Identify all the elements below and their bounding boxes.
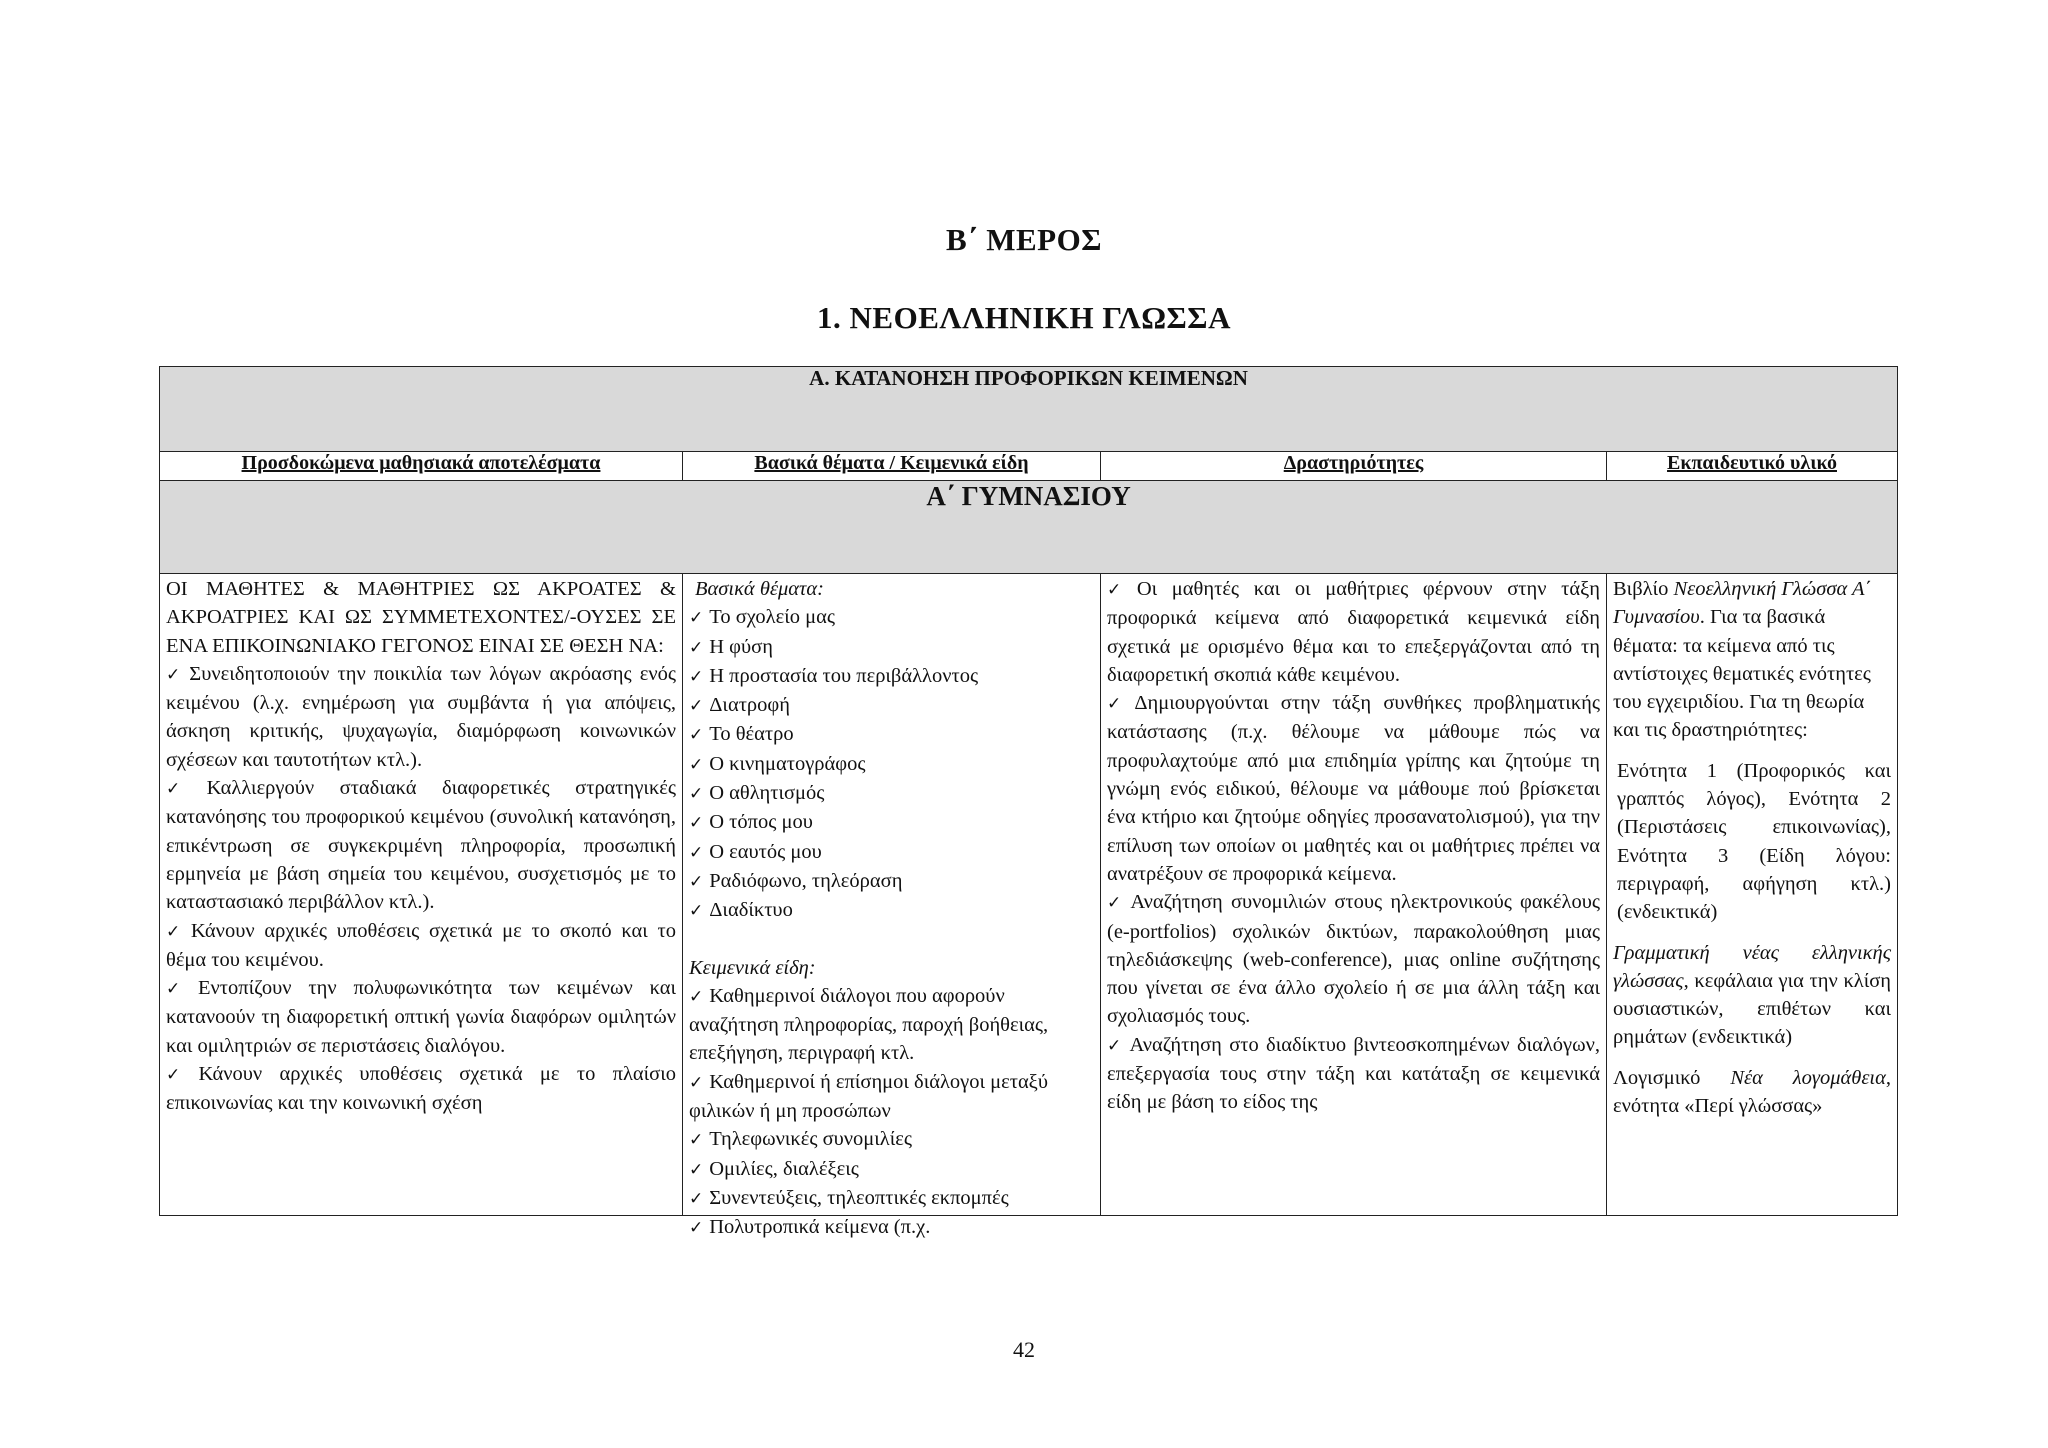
materials-book: Βιβλίο Νεοελληνική Γλώσσα Α΄ Γυμνασίου. Για τα βασικά θέματα: τα κείμενα από τις αντίστοιχες θεματικές ενότητες του εγχειριδίου. Για τη θεωρία και τις δραστηριότητες:	[1613, 578, 1872, 742]
spacer	[1613, 927, 1891, 939]
check-icon	[689, 1071, 709, 1093]
materials-units: Ενότητα 1 (Προφορικός και γραπτός λόγος), Ενότητα 2 (Περιστάσεις επικοινωνίας), Ενότητα 3 (Είδη λόγου: περιγραφή, αφήγηση κτλ.) (ενδεικτικά)	[1617, 759, 1892, 924]
header-outcomes: Προσδοκώμενα μαθησιακά αποτελέσματα	[160, 452, 683, 481]
topic-item: ✓ Η προστασία του περιβάλλοντος	[689, 662, 1094, 691]
check-icon	[689, 985, 709, 1007]
topic-item: ✓ Ο κινηματογράφος	[689, 750, 1094, 779]
curriculum-table	[159, 366, 1898, 1239]
check-icon	[689, 636, 709, 658]
genre-item: ✓ Πολυτροπικά κείμενα (π.χ.	[689, 1213, 1094, 1242]
topic-item: ✓ Διατροφή	[689, 691, 1094, 720]
outcome-item: ✓ Συνειδητοποιούν την ποικιλία των λόγων ακρόασης ενός κειμένου (λ.χ. ενημέρωση για συμβάντα ή για απόψεις, άσκηση κριτικής, ψυχαγωγία, διαμόρφωση κοινωνικών σχέσεων και ταυτοτήτων κτλ.).	[166, 660, 676, 774]
materials-cell	[1607, 574, 1898, 1216]
genre-item: ✓ Καθημερινοί διάλογοι που αφορούν αναζήτηση πληροφορίας, παροχή βοήθειας, επεξήγηση, περιγραφή κτλ.	[689, 982, 1094, 1068]
spacer	[689, 926, 1094, 954]
check-icon	[1107, 891, 1130, 913]
check-icon	[689, 1128, 709, 1150]
check-icon	[689, 606, 709, 628]
column-header-row	[160, 452, 1898, 481]
topic-item: ✓ Το σχολείο μας	[689, 603, 1094, 632]
spacer	[1613, 745, 1891, 757]
activity-item: ✓ Αναζήτηση συνομιλιών στους ηλεκτρονικούς φακέλους (e-portfolios) σχολικών δικτύων, παρακολούθηση μιας τηλεδιάσκεψης (web-conference), μιας online συζήτησης που γίνεται σε ένα άλλο σχολείο ή σε μια άλλη τάξη και σχολιασμός τους.	[1107, 888, 1600, 1030]
page-number: 42	[1013, 1337, 1035, 1362]
outcome-item: ✓ Καλλιεργούν σταδιακά διαφορετικές στρατηγικές κατανόησης του προφορικού κειμένου (συνολική κατανόηση, επικέντρωση σε συγκεκριμένη πληροφορία, προσωπική ερμηνεία με βάση σημεία του κειμένου, συσχετισμός με το καταστασιακό περιβάλλον κτλ.).	[166, 774, 676, 916]
genre-item: ✓ Καθημερινοί ή επίσημοι διάλογοι μεταξύ φιλικών ή μη προσώπων	[689, 1068, 1094, 1126]
genres-label: Κειμενικά είδη:	[689, 956, 816, 979]
genre-item: ✓ Τηλεφωνικές συνομιλίες	[689, 1125, 1094, 1154]
section-title: Α. ΚΑΤΑΝΟΗΣΗ ΠΡΟΦΟΡΙΚΩΝ ΚΕΙΜΕΝΩΝ	[160, 367, 1898, 452]
activity-item: ✓ Οι μαθητές και οι μαθήτριες φέρνουν στην τάξη προφορικά κείμενα από διαφορετικά κειμενικά είδη σχετικά με ορισμένο θέμα και το επεξεργάζονται από τη διαφορετική σκοπιά κάθε κειμένου.	[1107, 575, 1600, 689]
outcomes-cell	[160, 574, 683, 1216]
content-row	[160, 574, 1898, 1216]
check-icon	[689, 753, 709, 775]
grade-row	[160, 481, 1898, 574]
topic-item: ✓ Ο εαυτός μου	[689, 838, 1094, 867]
section-title-row	[160, 367, 1898, 452]
check-icon	[689, 1187, 709, 1209]
check-icon	[166, 777, 207, 799]
materials-grammar: Γραμματική νέας ελληνικής γλώσσας, κεφάλαια για την κλίση ουσιαστικών, επιθέτων και ρημάτων (ενδεικτικά)	[1613, 941, 1892, 1049]
basic-topics-label: Βασικά θέματα:	[695, 578, 824, 600]
book-title: Νεοελληνική Γλώσσα Α΄ Γυμνασίου	[1613, 578, 1872, 629]
check-icon	[689, 841, 709, 863]
check-icon	[166, 920, 191, 942]
genre-item: ✓ Ομιλίες, διαλέξεις	[689, 1155, 1094, 1184]
check-icon	[689, 1216, 709, 1238]
grade-title: Α΄ ΓΥΜΝΑΣΙΟΥ	[160, 481, 1898, 574]
check-icon	[689, 782, 709, 804]
check-icon	[689, 899, 709, 921]
check-icon	[689, 694, 709, 716]
activity-item: ✓ Αναζήτηση στο διαδίκτυο βιντεοσκοπημένων διαλόγων, επεξεργασία τους στην τάξη και κατάταξη σε κειμενικά είδη με βάση το είδος της	[1107, 1031, 1600, 1117]
topic-item: ✓ Διαδίκτυο	[689, 896, 1094, 925]
check-icon	[166, 1063, 198, 1085]
topic-item: ✓ Ο αθλητισμός	[689, 779, 1094, 808]
activities-cell	[1101, 574, 1607, 1216]
check-icon	[689, 870, 709, 892]
check-icon	[1107, 578, 1137, 600]
genre-item: ✓ Συνεντεύξεις, τηλεοπτικές εκπομπές	[689, 1184, 1094, 1213]
outcomes-intro: ΟΙ ΜΑΘΗΤΕΣ & ΜΑΘΗΤΡΙΕΣ ΩΣ ΑΚΡΟΑΤΕΣ & ΑΚΡΟΑΤΡΙΕΣ ΚΑΙ ΩΣ ΣΥΜΜΕΤΕΧΟΝΤΕΣ/-ΟΥΣΕΣ ΣΕ ΕΝΑ ΕΠΙΚΟΙΝΩΝΙΑΚΟ ΓΕΓΟΝΟΣ ΕΙΝΑΙ ΣΕ ΘΕΣΗ ΝΑ:	[166, 578, 676, 657]
header-activities: Δραστηριότητες	[1101, 452, 1607, 481]
topic-item: ✓ Το θέατρο	[689, 720, 1094, 749]
topic-item: ✓ Η φύση	[689, 633, 1094, 662]
header-materials: Εκπαιδευτικό υλικό	[1607, 452, 1898, 481]
check-icon	[166, 977, 198, 999]
topic-item: ✓ Ο τόπος μου	[689, 808, 1094, 837]
check-icon	[1107, 1034, 1129, 1056]
check-icon	[1107, 692, 1134, 714]
activity-item: ✓ Δημιουργούνται στην τάξη συνθήκες προβληματικής κατάστασης (π.χ. θέλουμε να μάθουμε πώς να προφυλαχτούμε από μια επιδημία γρίπης και ζητούμε τη γνώμη ενός ειδικού, θέλουμε να μάθουμε πού βρίσκεται ένα κτήριο και ζητούμε οδηγίες προσανατολισμού), για την επίλυση των οποίων οι μαθητές και οι μαθήτριες πρέπει να ανατρέξουν σε προφορικά κείμενα.	[1107, 689, 1600, 888]
outcome-item: ✓ Κάνουν αρχικές υποθέσεις σχετικά με το πλαίσιο επικοινωνίας και την κοινωνική σχέση	[166, 1060, 676, 1118]
outcome-item: ✓ Κάνουν αρχικές υποθέσεις σχετικά με το σκοπό και το θέμα του κειμένου.	[166, 917, 676, 975]
materials-software: Λογισμικό Νέα λογομάθεια, ενότητα «Περί γλώσσας»	[1613, 1066, 1892, 1118]
check-icon	[689, 811, 709, 833]
check-icon	[689, 1158, 709, 1180]
check-icon	[689, 723, 709, 745]
topic-item: ✓ Ραδιόφωνο, τηλεόραση	[689, 867, 1094, 896]
grammar-title: Γραμματική νέας ελληνικής γλώσσας	[1613, 941, 1892, 992]
check-icon	[166, 663, 189, 685]
outcome-item: ✓ Εντοπίζουν την πολυφωνικότητα των κειμένων και κατανοούν τη διαφορετική οπτική γωνία διαφόρων ομιλητών και ομιλητριών σε περιστάσεις διαλόγου.	[166, 974, 676, 1060]
part-heading: Β΄ ΜΕΡΟΣ	[945, 222, 1102, 257]
topics-cell	[683, 574, 1101, 1239]
check-icon	[689, 665, 709, 687]
subject-heading: 1. ΝΕΟΕΛΛΗΝΙΚΗ ΓΛΩΣΣΑ	[817, 300, 1231, 335]
header-topics: Βασικά θέματα / Κειμενικά είδη	[683, 452, 1101, 481]
software-title: Νέα λογομάθεια	[1730, 1066, 1886, 1089]
spacer	[1613, 1052, 1891, 1064]
